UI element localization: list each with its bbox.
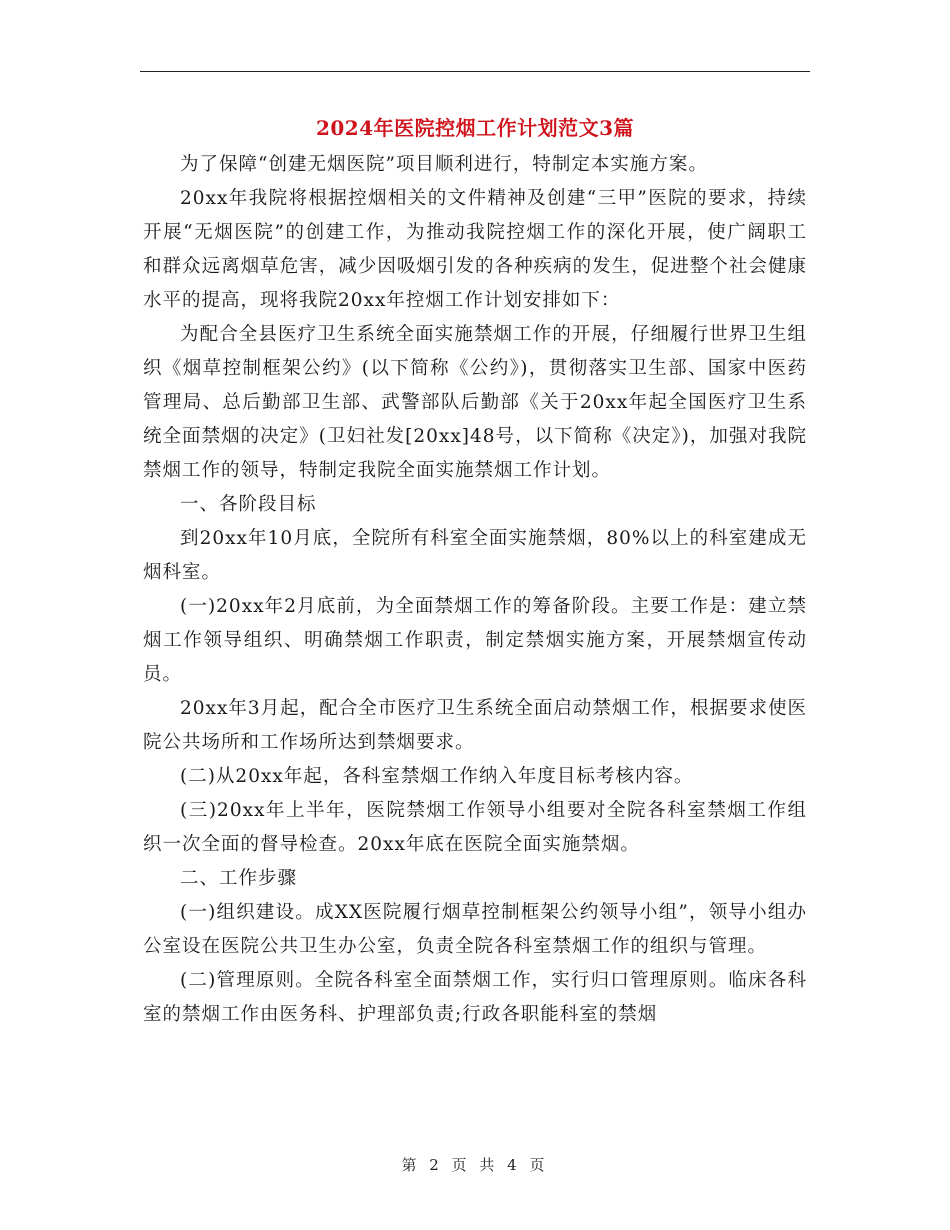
document-body <box>143 148 807 1032</box>
document-title: 2024年医院控烟工作计划范文3篇 <box>315 116 635 140</box>
section-heading-goals: 一、各阶段目标 <box>180 494 317 515</box>
paragraph-goal-stage-2: (二)从20xx年起，各科室禁烟工作纳入年度目标考核内容。 <box>180 766 694 787</box>
header-rule <box>140 71 810 72</box>
paragraph-goal-stage-1: (一)20xx年2月底前，为全面禁烟工作的筹备阶段。主要工作是：建立禁烟工作领导组织、明确禁烟工作职责，制定禁烟实施方案，开展禁烟宣传动员。 <box>143 596 807 685</box>
paragraph-plan-overview: 20xx年我院将根据控烟相关的文件精神及创建“三甲”医院的要求，持续开展“无烟医院”的创建工作，为推动我院控烟工作的深化开展，使广阔职工和群众远离烟草危害，减少因吸烟引发的各种疾病的发生，促进整个社会健康水平的提高，现将我院20xx年控烟工作计划安排如下： <box>143 188 807 311</box>
paragraph-intro: 为了保障“创建无烟医院”项目顺利进行，特制定本实施方案。 <box>180 154 708 175</box>
page-indicator: 第 2 页 共 4 页 <box>401 1156 549 1174</box>
paragraph-goal-target: 到20xx年10月底，全院所有科室全面实施禁烟，80%以上的科室建成无烟科室。 <box>143 528 807 583</box>
paragraph-step-management: (二)管理原则。全院各科室全面禁烟工作，实行归口管理原则。临床各科室的禁烟工作由医务科、护理部负责;行政各职能科室的禁烟 <box>143 970 807 1025</box>
paragraph-goal-stage-3: (三)20xx年上半年，医院禁烟工作领导小组要对全院各科室禁烟工作组织一次全面的督导检查。20xx年底在医院全面实施禁烟。 <box>143 800 807 855</box>
paragraph-goal-march: 20xx年3月起，配合全市医疗卫生系统全面启动禁烟工作，根据要求使医院公共场所和工作场所达到禁烟要求。 <box>143 698 807 753</box>
paragraph-background: 为配合全县医疗卫生系统全面实施禁烟工作的开展，仔细履行世界卫生组织《烟草控制框架公约》(以下简称《公约》)，贯彻落实卫生部、国家中医药管理局、总后勤部卫生部、武警部队后勤部《关于20xx年起全国医疗卫生系统全面禁烟的决定》(卫妇社发[20xx]48号，以下简称《决定》)，加强对我院禁烟工作的领导，特制定我院全面实施禁烟工作计划。 <box>143 324 807 481</box>
section-heading-steps: 二、工作步骤 <box>180 868 298 889</box>
paragraph-step-organization: (一)组织建设。成XX医院履行烟草控制框架公约领导小组”，领导小组办公室设在医院公共卫生办公室，负责全院各科室禁烟工作的组织与管理。 <box>143 902 807 957</box>
